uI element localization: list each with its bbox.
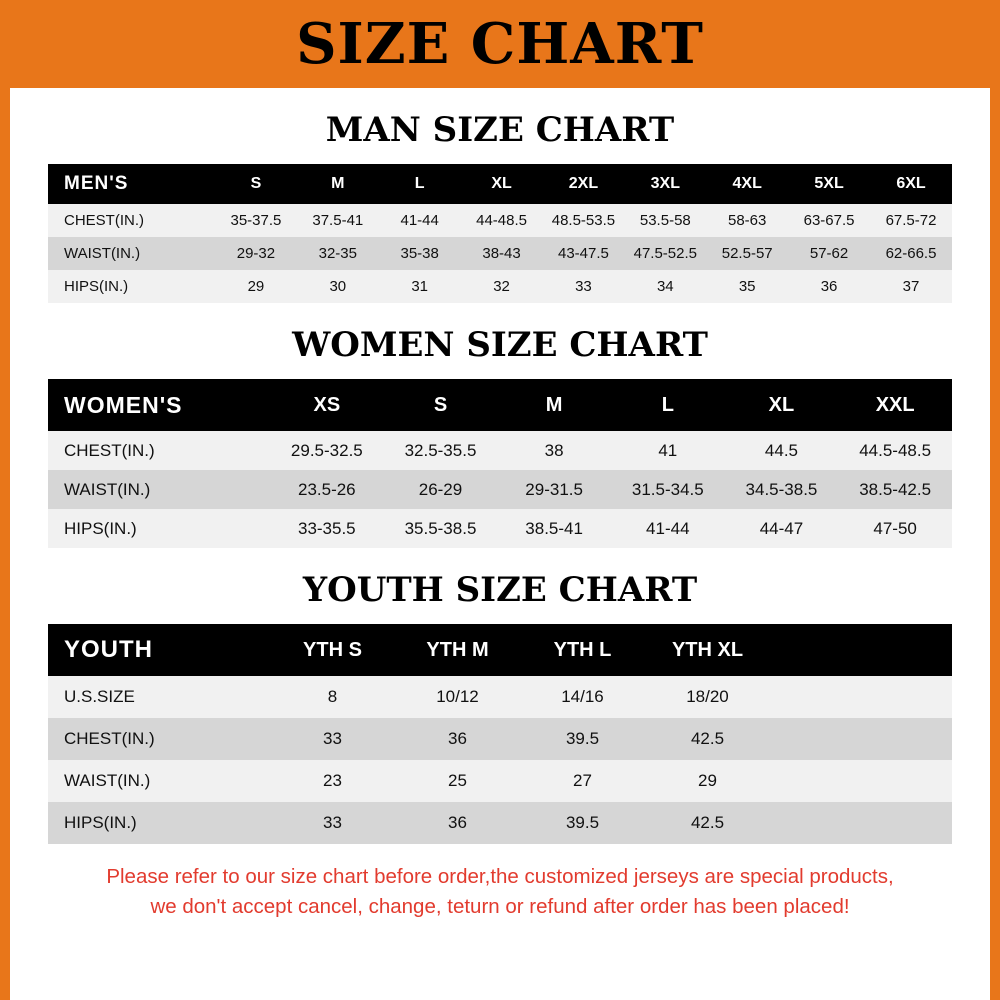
youth-col-1: YTH M: [395, 624, 520, 676]
men-col-0: S: [215, 164, 297, 204]
men-cell-2-3: 32: [461, 270, 543, 303]
note-line-1: Please refer to our size chart before order,the customized jerseys are special products,: [106, 865, 894, 888]
men-cell-2-0: 29: [215, 270, 297, 303]
men-cell-2-8: 37: [870, 270, 952, 303]
men-row-label-2: HIPS(IN.): [48, 270, 215, 303]
women-col-1: S: [384, 379, 498, 431]
men-cell-0-6: 58-63: [706, 204, 788, 237]
youth-section: [10, 570, 990, 844]
youth-row-label-2: WAIST(IN.): [48, 760, 270, 802]
table-header-row: [48, 379, 952, 431]
women-table-body: [48, 431, 952, 548]
men-row-label-1: WAIST(IN.): [48, 237, 215, 270]
youth-cell-3-spacer: [770, 802, 952, 844]
youth-cell-3-0: 33: [270, 802, 395, 844]
youth-cell-1-spacer: [770, 718, 952, 760]
men-col-3: XL: [461, 164, 543, 204]
table-row: [48, 676, 952, 718]
youth-cell-1-2: 39.5: [520, 718, 645, 760]
youth-row-label-1: CHEST(IN.): [48, 718, 270, 760]
youth-row-label-0: U.S.SIZE: [48, 676, 270, 718]
youth-col-0: YTH S: [270, 624, 395, 676]
youth-cell-2-spacer: [770, 760, 952, 802]
youth-section-title: YOUTH SIZE CHART: [302, 570, 698, 610]
men-col-1: M: [297, 164, 379, 204]
men-cell-0-0: 35-37.5: [215, 204, 297, 237]
table-row: [48, 470, 952, 509]
men-cell-1-2: 35-38: [379, 237, 461, 270]
women-col-4: XL: [725, 379, 839, 431]
women-section: [10, 325, 990, 548]
youth-cell-2-3: 29: [645, 760, 770, 802]
men-col-2: L: [379, 164, 461, 204]
men-cell-2-2: 31: [379, 270, 461, 303]
men-cell-1-4: 43-47.5: [543, 237, 625, 270]
table-row: [48, 509, 952, 548]
men-col-8: 6XL: [870, 164, 952, 204]
women-cell-0-0: 29.5-32.5: [270, 431, 384, 470]
women-cell-1-3: 31.5-34.5: [611, 470, 725, 509]
youth-cell-2-1: 25: [395, 760, 520, 802]
women-col-2: M: [497, 379, 611, 431]
table-row: [48, 431, 952, 470]
women-cell-0-5: 44.5-48.5: [838, 431, 952, 470]
table-header-row: [48, 624, 952, 676]
women-cell-2-3: 41-44: [611, 509, 725, 548]
women-table-header: [48, 379, 952, 431]
women-cell-2-0: 33-35.5: [270, 509, 384, 548]
men-row-label-0: CHEST(IN.): [48, 204, 215, 237]
men-cell-0-3: 44-48.5: [461, 204, 543, 237]
women-cell-1-0: 23.5-26: [270, 470, 384, 509]
men-cell-1-0: 29-32: [215, 237, 297, 270]
women-cell-0-3: 41: [611, 431, 725, 470]
men-col-4: 2XL: [543, 164, 625, 204]
men-cell-2-5: 34: [624, 270, 706, 303]
men-section-title: MAN SIZE CHART: [325, 110, 675, 150]
men-cell-0-2: 41-44: [379, 204, 461, 237]
banner: [0, 0, 1000, 88]
men-col-5: 3XL: [624, 164, 706, 204]
youth-cell-2-0: 23: [270, 760, 395, 802]
return-policy-note: [10, 844, 990, 921]
table-header-row: [48, 164, 952, 204]
table-row: [48, 270, 952, 303]
men-cell-2-1: 30: [297, 270, 379, 303]
men-cell-2-4: 33: [543, 270, 625, 303]
women-row-label-2: HIPS(IN.): [48, 509, 270, 548]
page-title: SIZE CHART: [296, 11, 704, 77]
men-table-body: [48, 204, 952, 303]
men-corner-label: MEN'S: [48, 164, 215, 204]
women-cell-2-4: 44-47: [725, 509, 839, 548]
men-cell-1-6: 52.5-57: [706, 237, 788, 270]
men-table-header: [48, 164, 952, 204]
men-cell-1-5: 47.5-52.5: [624, 237, 706, 270]
table-row: [48, 204, 952, 237]
youth-table-header: [48, 624, 952, 676]
table-row: [48, 718, 952, 760]
women-col-3: L: [611, 379, 725, 431]
youth-cell-0-spacer: [770, 676, 952, 718]
women-cell-1-2: 29-31.5: [497, 470, 611, 509]
youth-cell-0-0: 8: [270, 676, 395, 718]
youth-cell-1-3: 42.5: [645, 718, 770, 760]
table-row: [48, 760, 952, 802]
women-cell-2-1: 35.5-38.5: [384, 509, 498, 548]
youth-cell-0-1: 10/12: [395, 676, 520, 718]
youth-col-3: YTH XL: [645, 624, 770, 676]
youth-col-2: YTH L: [520, 624, 645, 676]
women-row-label-0: CHEST(IN.): [48, 431, 270, 470]
youth-cell-0-3: 18/20: [645, 676, 770, 718]
men-cell-1-3: 38-43: [461, 237, 543, 270]
note-line-2: we don't accept cancel, change, teturn or refund after order has been placed!: [150, 894, 850, 918]
men-cell-0-1: 37.5-41: [297, 204, 379, 237]
women-col-5: XXL: [838, 379, 952, 431]
youth-col-spacer: [770, 624, 952, 676]
youth-size-table: [48, 624, 952, 844]
youth-cell-2-2: 27: [520, 760, 645, 802]
men-cell-0-7: 63-67.5: [788, 204, 870, 237]
men-cell-2-7: 36: [788, 270, 870, 303]
men-cell-1-1: 32-35: [297, 237, 379, 270]
men-section: [10, 110, 990, 303]
youth-cell-3-2: 39.5: [520, 802, 645, 844]
men-cell-1-8: 62-66.5: [870, 237, 952, 270]
women-cell-0-1: 32.5-35.5: [384, 431, 498, 470]
men-cell-0-8: 67.5-72: [870, 204, 952, 237]
women-col-0: XS: [270, 379, 384, 431]
women-cell-1-1: 26-29: [384, 470, 498, 509]
women-cell-0-4: 44.5: [725, 431, 839, 470]
women-corner-label: WOMEN'S: [48, 379, 270, 431]
men-cell-0-4: 48.5-53.5: [543, 204, 625, 237]
youth-cell-1-0: 33: [270, 718, 395, 760]
women-cell-0-2: 38: [497, 431, 611, 470]
men-size-table: [48, 164, 952, 303]
women-row-label-1: WAIST(IN.): [48, 470, 270, 509]
youth-cell-3-3: 42.5: [645, 802, 770, 844]
table-row: [48, 237, 952, 270]
women-cell-2-2: 38.5-41: [497, 509, 611, 548]
women-cell-1-4: 34.5-38.5: [725, 470, 839, 509]
men-cell-2-6: 35: [706, 270, 788, 303]
women-section-title: WOMEN SIZE CHART: [292, 325, 708, 365]
women-size-table: [48, 379, 952, 548]
youth-cell-1-1: 36: [395, 718, 520, 760]
women-cell-2-5: 47-50: [838, 509, 952, 548]
men-cell-0-5: 53.5-58: [624, 204, 706, 237]
table-row: [48, 802, 952, 844]
women-cell-1-5: 38.5-42.5: [838, 470, 952, 509]
youth-row-label-3: HIPS(IN.): [48, 802, 270, 844]
men-cell-1-7: 57-62: [788, 237, 870, 270]
men-col-7: 5XL: [788, 164, 870, 204]
youth-cell-3-1: 36: [395, 802, 520, 844]
youth-corner-label: YOUTH: [48, 624, 270, 676]
youth-table-body: [48, 676, 952, 844]
men-col-6: 4XL: [706, 164, 788, 204]
youth-cell-0-2: 14/16: [520, 676, 645, 718]
